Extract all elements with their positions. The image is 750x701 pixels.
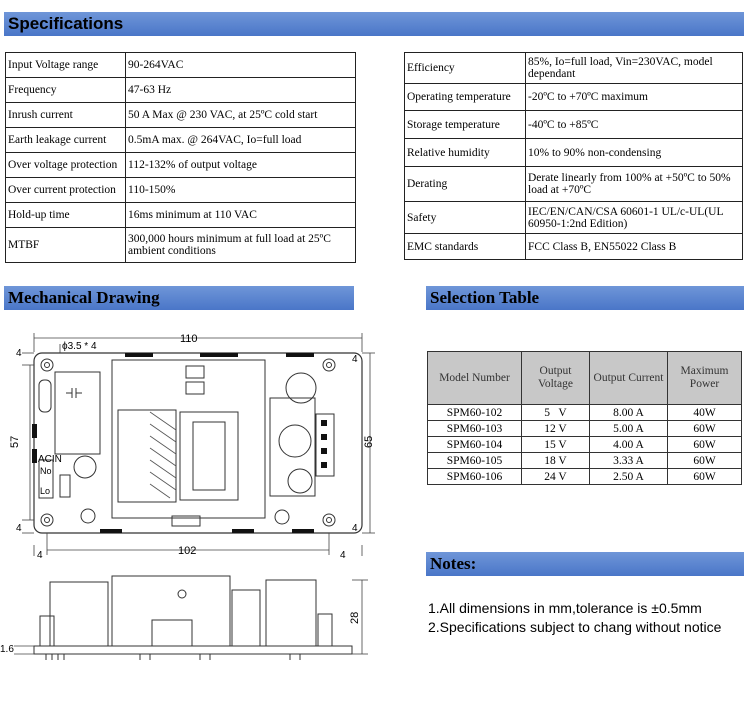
spec_right-row [405, 111, 743, 139]
selection-cell: 60W [668, 469, 742, 485]
selection-cell: 60W [668, 437, 742, 453]
selection-cell: 24 V [522, 469, 590, 485]
selection-cell: 2.50 A [590, 469, 668, 485]
dim-side-height: 28 [349, 611, 361, 624]
spec-value: FCC Class B, EN55022 Class B [526, 234, 743, 260]
selection-cell: 4.00 A [590, 437, 668, 453]
spec-value: 110-150% [126, 178, 356, 203]
dim-width-top: 110 [180, 333, 198, 345]
selection-row [428, 469, 742, 485]
spec-label: Operating temperature [405, 84, 526, 111]
hole-spec-label: ϕ3.5 * 4 [62, 341, 97, 352]
spec-value: 300,000 hours minimum at full load at 25ºC ambient conditions [126, 228, 356, 263]
spec_left-row [6, 178, 356, 203]
spec-value: 112-132% of output voltage [126, 153, 356, 178]
margin-bottom-width-right: 4 [340, 550, 346, 561]
spec_left-row [6, 228, 356, 263]
spec-label: Earth leakage current [6, 128, 126, 153]
spec-value: Derate linearly from 100% at +50ºC to 50% load at +70ºC [526, 167, 743, 202]
spec-table-right [404, 52, 743, 260]
lo-label: Lo [40, 486, 51, 496]
spec-label: Hold-up time [6, 203, 126, 228]
selection-cell: 5.00 A [590, 421, 668, 437]
selection-cell: 3.33 A [590, 453, 668, 469]
selection-cell: 18 V [522, 453, 590, 469]
spec-label: Frequency [6, 78, 126, 103]
margin-top-left: 4 [16, 348, 22, 359]
spec-value: -20ºC to +70ºC maximum [526, 84, 743, 111]
spec_right-row [405, 139, 743, 167]
selection-cell: 5 V [522, 405, 590, 421]
spec-label: Derating [405, 167, 526, 202]
spec-value: 85%, Io=full load, Vin=230VAC, model dependant [526, 53, 743, 84]
selection-table-heading: Selection Table [426, 286, 744, 310]
spec-value: 90-264VAC [126, 53, 356, 78]
selection-header: Model Number [428, 352, 522, 405]
spec-value: 47-63 Hz [126, 78, 356, 103]
selection-cell: SPM60-106 [428, 469, 522, 485]
selection-cell: SPM60-102 [428, 405, 522, 421]
selection-header: Output Current [590, 352, 668, 405]
notes-heading: Notes: [426, 552, 744, 576]
dim-height-right: 65 [363, 435, 375, 448]
note-1: 1.All dimensions in mm,tolerance is ±0.5mm [428, 600, 702, 616]
selection-cell: 12 V [522, 421, 590, 437]
spec_left-row [6, 203, 356, 228]
note-2: 2.Specifications subject to chang without notice [428, 619, 722, 635]
selection-cell: SPM60-104 [428, 437, 522, 453]
selection-header: Output Voltage [522, 352, 590, 405]
spec-label: Relative humidity [405, 139, 526, 167]
spec-label: Over current protection [6, 178, 126, 203]
spec_right-row [405, 234, 743, 260]
spec-label: EMC standards [405, 234, 526, 260]
spec-value: -40ºC to +85ºC [526, 111, 743, 139]
selection-row [428, 405, 742, 421]
dim-pcb-thickness: 1.6 [0, 644, 14, 655]
spec-value: 16ms minimum at 110 VAC [126, 203, 356, 228]
selection-cell: 8.00 A [590, 405, 668, 421]
margin-bottom-right: 4 [352, 523, 358, 534]
selection-row [428, 421, 742, 437]
dim-height-left: 57 [9, 435, 21, 448]
selection-cell: 60W [668, 453, 742, 469]
margin-bottom-width-left: 4 [37, 550, 43, 561]
spec-label: MTBF [6, 228, 126, 263]
spec_left-row [6, 153, 356, 178]
spec_right-row [405, 167, 743, 202]
spec_right-row [405, 202, 743, 234]
selection-header: Maximum Power [668, 352, 742, 405]
selection-cell: 40W [668, 405, 742, 421]
margin-bottom-left: 4 [16, 523, 22, 534]
spec_left-row [6, 103, 356, 128]
selection-cell: 15 V [522, 437, 590, 453]
specifications-heading: Specifications [4, 12, 744, 36]
spec_left-row [6, 53, 356, 78]
selection-table [427, 351, 742, 485]
dim-width-bottom: 102 [178, 545, 197, 557]
selection-row [428, 437, 742, 453]
spec-label: Efficiency [405, 53, 526, 84]
selection-cell: 60W [668, 421, 742, 437]
selection-cell: SPM60-103 [428, 421, 522, 437]
mechanical-drawing-heading: Mechanical Drawing [4, 286, 354, 310]
margin-top-right: 4 [352, 354, 358, 365]
spec-label: Inrush current [6, 103, 126, 128]
spec-label: Safety [405, 202, 526, 234]
no-label: No [40, 466, 52, 476]
spec_right-row [405, 84, 743, 111]
spec-value: 0.5mA max. @ 264VAC, Io=full load [126, 128, 356, 153]
spec-table-left [5, 52, 356, 263]
spec-value: IEC/EN/CAN/CSA 60601-1 UL/c-UL(UL 60950-1:2nd Edition) [526, 202, 743, 234]
spec-label: Over voltage protection [6, 153, 126, 178]
selection-cell: SPM60-105 [428, 453, 522, 469]
spec_left-row [6, 128, 356, 153]
spec_right-row [405, 53, 743, 84]
mechanical-drawing [0, 318, 380, 701]
spec_left-row [6, 78, 356, 103]
acin-label: ACIN [38, 454, 62, 465]
spec-label: Storage temperature [405, 111, 526, 139]
spec-value: 10% to 90% non-condensing [526, 139, 743, 167]
selection-row [428, 453, 742, 469]
spec-label: Input Voltage range [6, 53, 126, 78]
spec-value: 50 A Max @ 230 VAC, at 25ºC cold start [126, 103, 356, 128]
